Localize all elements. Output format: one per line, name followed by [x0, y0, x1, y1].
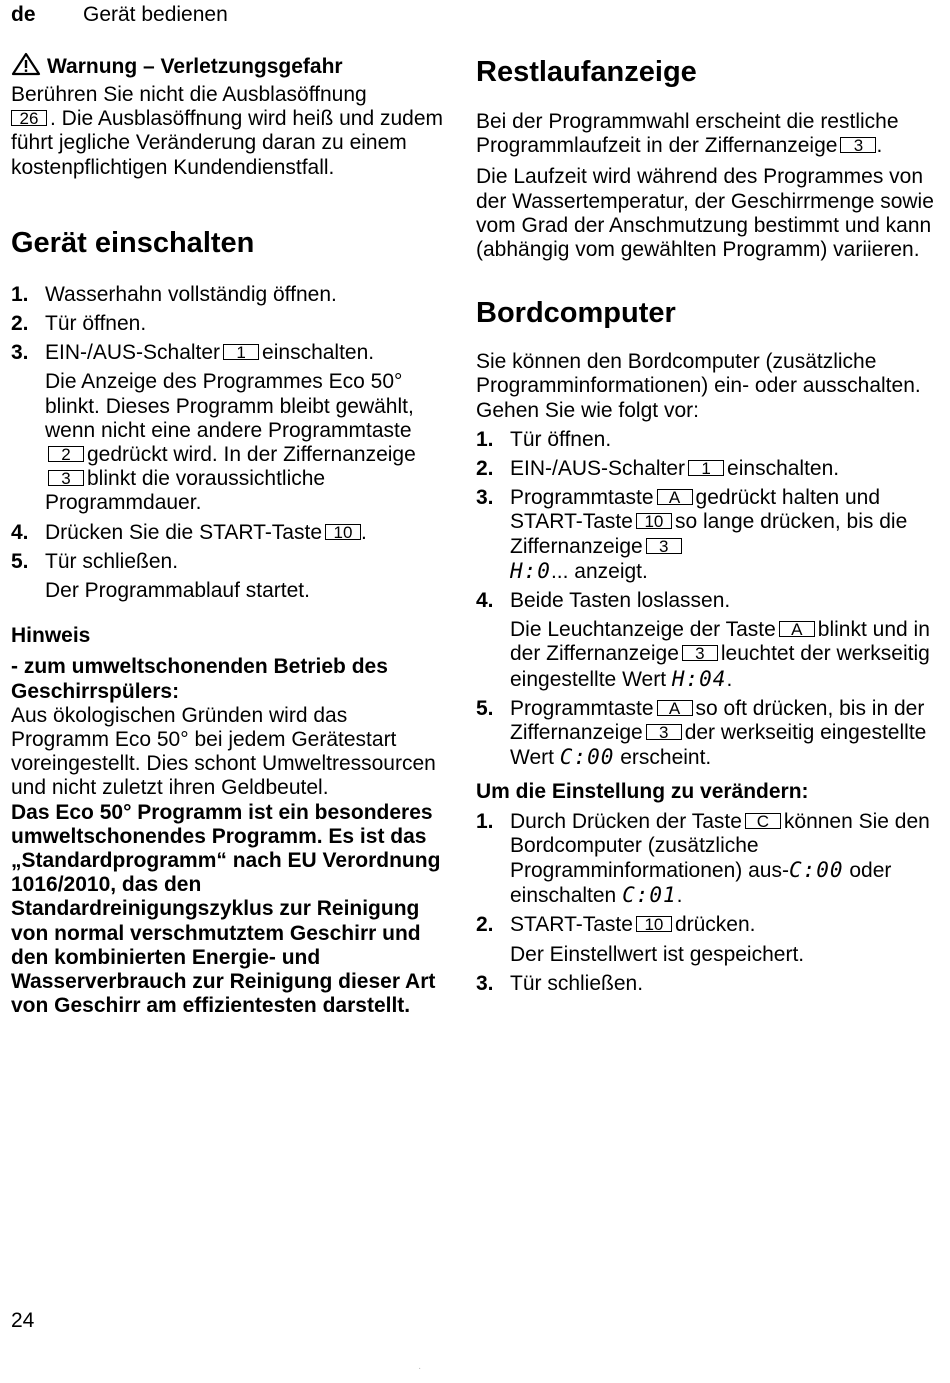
- key-a: A: [779, 621, 815, 637]
- warning-title: Warnung – Verletzungsgefahr: [47, 55, 343, 78]
- list-item: 2. EIN-/AUS-Schalter 1 einschalten.: [476, 457, 840, 481]
- restlauf-paragraph-1: Bei der Programmwahl erscheint die restliche Programmlaufzeit in der Ziffernanzeige 3 .: [476, 110, 899, 158]
- key-c: C: [745, 813, 781, 829]
- list-item: 3. Programmtaste A gedrückt halten und START-Taste 10 so lange drücken, bis die Ziffernanzeige 3 H:0... anzeigt.: [476, 486, 908, 583]
- language-code: de: [11, 3, 36, 26]
- key-10: 10: [636, 513, 672, 529]
- warning-text: Berühren Sie nicht die Ausblasöffnung 26 . Die Ausblasöffnung wird heiß und zudem führt jegliche Veränderung daran zu einem kostenpflichtigen Kundendienstfall.: [11, 83, 444, 179]
- step-note: Der Einstellwert ist gespeichert.: [510, 942, 805, 966]
- key-1: 1: [223, 344, 259, 360]
- key-3: 3: [682, 645, 718, 661]
- list-item: 1. Durch Drücken der Taste C können Sie den Bordcomputer (zusätzliche Programminformationen) aus-C:00 oder einschalten C:01.: [476, 809, 930, 908]
- bord-intro: Sie können den Bordcomputer (zusätzliche Programminformationen) ein- oder ausschalten. Gehen Sie wie folgt vor:: [476, 350, 921, 422]
- hinweis-text: Aus ökologischen Gründen wird das Programm Eco 50° bei jedem Gerätestart voreingestellt. Dies schont Umweltressourcen und nicht zuletzt ihren Geldbeutel.: [11, 703, 436, 800]
- hinweis-subtitle: - zum umweltschonenden Betrieb des Geschirrspülers:: [11, 655, 388, 703]
- key-2: 2: [48, 446, 84, 462]
- key-a: A: [657, 700, 693, 716]
- restlauf-paragraph-2: Die Laufzeit wird während des Programmes von der Wassertemperatur, der Geschirrmenge sowie vom Grad der Anschmutzung bestimmt und kann (abhängig vom gewählten Programm) variieren.: [476, 165, 934, 262]
- step-note: Die Anzeige des Programmes Eco 50° blinkt. Dieses Programm bleibt gewählt, wenn nicht eine andere Programmtaste2 gedrückt wird. In der Ziffernanzeige3 blinkt die voraussichtliche Programmdauer.: [45, 370, 416, 515]
- segment-display-value: H:04: [671, 666, 727, 691]
- segment-display-value: C:01: [622, 883, 677, 908]
- page-number: 24: [11, 1309, 35, 1332]
- segment-display-value: C:00: [559, 745, 615, 770]
- left-column: [11, 52, 451, 1019]
- list-item: 2. START-Taste 10 drücken. Der Einstellwert ist gespeichert.: [476, 913, 936, 966]
- warning-title-row: [11, 52, 451, 83]
- list-item: 5. Programmtaste A so oft drücken, bis in der Ziffernanzeige 3 der werkseitig eingestellte Wert C:00 erscheint.: [476, 696, 927, 770]
- heading-bordcomputer: Bordcomputer: [476, 297, 676, 330]
- key-3: 3: [48, 470, 84, 486]
- segment-display-value: C:00: [788, 858, 844, 883]
- list-item: 1. Wasserhahn vollständig öffnen.: [11, 282, 337, 306]
- page-header: [11, 3, 228, 27]
- segment-display-value: H:0: [510, 558, 551, 583]
- step-note: Die Leuchtanzeige der Taste A blinkt und in der Ziffernanzeige 3 leuchtet der werkseitig eingestellte Wert H:04.: [510, 618, 930, 691]
- key-a: A: [657, 489, 693, 505]
- list-item: 5. Tür schließen. Der Programmablauf startet.: [11, 550, 451, 603]
- key-1: 1: [688, 460, 724, 476]
- change-setting-title: Um die Einstellung zu verändern:: [476, 780, 809, 804]
- key-3: 3: [840, 137, 876, 153]
- list-item: 2. Tür öffnen.: [11, 312, 147, 336]
- key-10: 10: [325, 524, 361, 540]
- hinweis-title: Hinweis: [11, 624, 91, 648]
- list-item: 4. Drücken Sie die START-Taste 10 .: [11, 520, 367, 544]
- heading-geraet-einschalten: Gerät einschalten: [11, 226, 255, 259]
- bordcomputer-steps: [476, 428, 936, 771]
- list-item: 3. EIN-/AUS-Schalter 1 einschalten. Die Anzeige des Programmes Eco 50° blinkt. Dieses Programm bleibt gewählt, wenn nicht eine andere Programmtaste2 gedrückt wird. In der Ziffernanzeige3 blinkt die voraussichtliche Programmdauer.: [11, 341, 451, 515]
- list-item: 3. Tür schließen.: [476, 971, 644, 995]
- hinweis-bold-text: Das Eco 50° Programm ist ein besonderes umweltschonendes Programm. Es ist das „Standardprogramm“ nach EU Verordnung 1016/2010, das den Standardreinigungszyklus zur Reinigung von normal verschmutztem Geschirr und den kombinierten Energie- und Wasserverbrauch zur Reinigung dieser Art von Geschirr am effizientesten darstellt.: [11, 800, 441, 1018]
- step-note: Der Programmablauf startet.: [45, 579, 310, 603]
- heading-restlaufanzeige: Restlaufanzeige: [476, 56, 697, 88]
- change-setting-steps: [476, 810, 936, 996]
- key-3: 3: [646, 724, 682, 740]
- section-title: Gerät bedienen: [83, 3, 228, 26]
- list-item: 1. Tür öffnen.: [476, 427, 612, 451]
- right-column: [476, 52, 936, 996]
- key-3: 3: [646, 538, 682, 554]
- power-on-steps: [11, 283, 451, 603]
- decorative-dot: ·: [418, 1363, 422, 1374]
- warning-triangle-icon: [11, 52, 41, 83]
- key-26: 26: [11, 110, 47, 126]
- list-item: 4. Beide Tasten loslassen. Die Leuchtanzeige der Taste A blinkt und in der Ziffernanzeige 3 leuchtet der werkseitig eingestellte Wert H:04.: [476, 589, 936, 692]
- key-10: 10: [636, 916, 672, 932]
